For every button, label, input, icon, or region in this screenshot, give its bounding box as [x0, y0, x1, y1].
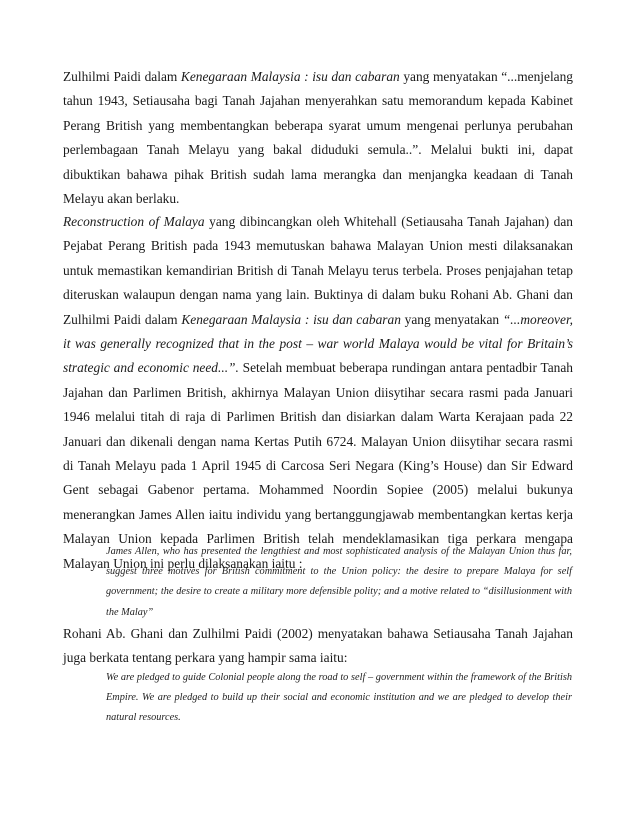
reconstruction-title-italic: Reconstruction of Malaya: [63, 214, 205, 229]
block-quote-2: We are pledged to guide Colonial people along the road to self – government within the framework of the British Empire. We are pledged to build up their social and economic institution and we are pledged to develop their natural resources.: [106, 672, 572, 724]
paragraph-1-text-a: Zulhilmi Paidi dalam: [63, 69, 181, 84]
paragraph-1-text-b: yang menyatakan “...menjelang tahun 1943, Setiausaha bagi Tanah Jajahan menyerahkan satu memorandum kepada Kabinet Perang British yang membentangkan beberapa syarat umum mengenai perlunya perubahan perlembagaan Tanah Melayu yang bakal diduduki semula..”. Melalui bukti ini, dapat dibuktikan bahawa pihak British sudah lama merangka dan menjangka keadaan di Tanah Melayu akan berlaku.: [63, 69, 574, 207]
paragraph-2-text-c: Setelah membuat beberapa rundingan antara pentadbir Tanah Jajahan dan Parlimen British, akhirnya Malayan Union diisytihar secara rasmi pada Januari 1946 melalui titah di raja di Parlimen British dan disiarkan dalam Warta Kerajaan pada 22 Januari dan dikenali dengan nama Kertas Putih 6724. Malayan Union diisytihar secara rasmi di Tanah Melayu pada 1 April 1945 di Carcosa Seri Negara (King’s House) dan Sir Edward Gent sebagai Gabenor pertama. Mohammed Noordin Sopiee (2005) melalui bukunya menerangkan James Allen iaitu individu yang bertanggungjawab membentangkan kertas kerja Malayan Union kepada Parlimen British telah mendeklamasikan tiga perkara mengapa Malayan Union ini perlu dilaksanakan iaitu :: [63, 360, 573, 571]
block-quote-1: James Allen, who has presented the lengthiest and most sophisticated analysis of the Malayan Union thus far, suggest three motives for British commitment to the Union policy: the desire to prepare Malaya for self government; the desire to create a military more defensible polity; and a motive related to “disillusionment with the Malay”: [106, 546, 572, 618]
paragraph-2: [63, 210, 573, 576]
paragraph-2-text-b: yang menyatakan: [400, 311, 503, 327]
book-title-italic: Kenegaraan Malaysia : isu dan cabaran: [180, 69, 400, 84]
inline-quote-italic: “...moreover, it was generally recognized that in the post – war world Malaya would be vital for Britain’s strategic and economic need...”.: [63, 311, 574, 376]
paragraph-1: [63, 65, 573, 211]
book-title-italic-2: Kenegaraan Malaysia : isu dan cabaran: [181, 311, 401, 327]
paragraph-2-text-a: yang dibincangkan oleh Whitehall (Setiausaha Tanah Jajahan) dan Pejabat Perang British pada 1943 memutuskan bahawa Malayan Union mesti dilaksanakan untuk memastikan kemandirian British di Tanah Melayu terus terbela. Proses penjajahan tetap diteruskan walaupun dengan nama yang lain. Buktinya di dalam buku Rohani Ab. Ghani dan Zulhilmi Paidi dalam: [63, 214, 573, 327]
paragraph-3: Rohani Ab. Ghani dan Zulhilmi Paidi (2002) menyatakan bahawa Setiausaha Tanah Jajahan juga berkata tentang perkara yang hampir sama iaitu:: [63, 626, 573, 666]
